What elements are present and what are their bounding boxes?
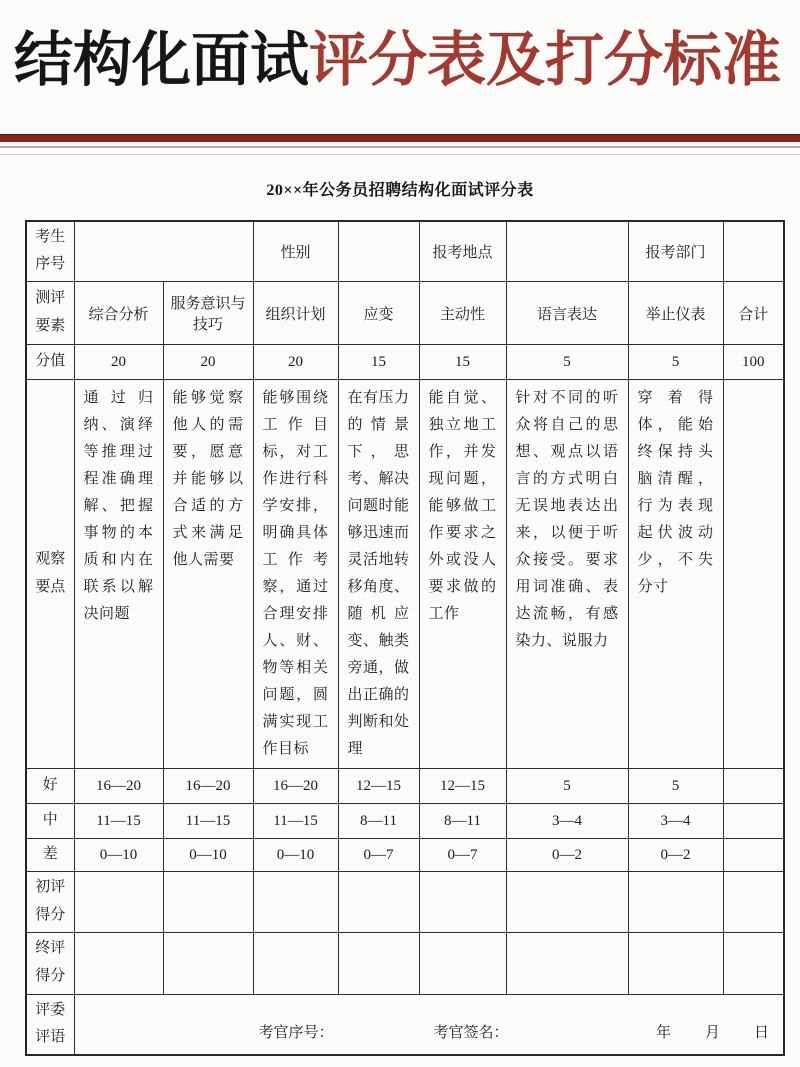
- initial-score-fill-cell: [338, 872, 419, 933]
- grade-range: 0—7: [419, 839, 506, 872]
- initial-score-row: [26, 872, 784, 933]
- observation-text: 通过归纳、演绎等推理过程准确理解、把握事物的本质和内在联系以解决问题: [74, 380, 163, 769]
- total-label: 合计: [723, 282, 784, 345]
- score-value: 5: [506, 345, 628, 380]
- year-label: 年: [655, 1025, 671, 1042]
- grade-range: 0—2: [628, 839, 723, 872]
- grade-row-good: [26, 769, 784, 804]
- grade-range: 12—15: [419, 769, 506, 804]
- divider-bar-thin: [0, 146, 800, 148]
- element-label: 应变: [338, 282, 419, 345]
- observation-text: 针对不同的听众将自己的思想、观点以语言的方式明白无误地表达出来，以便于听众接受。要求用词准确、表达流畅，有感染力、说服力: [506, 380, 628, 769]
- grade-range: 16—20: [253, 769, 338, 804]
- grade-range: 8—11: [338, 804, 419, 839]
- candidate-no-fill-cell: [74, 221, 253, 282]
- title-red-part: 评分表及打分标准: [309, 27, 782, 93]
- score-value-row: [26, 345, 784, 380]
- gender-fill-cell: [338, 221, 419, 282]
- grade-header: 中: [26, 804, 74, 839]
- initial-score-fill-cell: [74, 872, 163, 933]
- final-score-fill-cell: [338, 932, 419, 994]
- final-score-fill-cell: [506, 932, 628, 994]
- score-value: 20: [74, 345, 163, 380]
- initial-score-fill-cell: [419, 872, 506, 933]
- grade-range: 0—10: [74, 839, 163, 872]
- date-fields: [656, 1021, 769, 1042]
- signature-line: [75, 998, 784, 1054]
- score-value: 15: [419, 345, 506, 380]
- final-score-fill-cell: [253, 932, 338, 994]
- location-label: 报考地点: [419, 221, 506, 282]
- element-label: 服务意识与技巧: [163, 282, 253, 345]
- comments-fill-cell: [74, 994, 784, 1055]
- score-total-value: 100: [723, 345, 784, 380]
- elements-row: [26, 282, 784, 345]
- grade-range: 16—20: [74, 769, 163, 804]
- element-label: 综合分析: [74, 282, 163, 345]
- grade-range: 0—2: [506, 839, 628, 872]
- grade-blank-cell: [723, 804, 784, 839]
- gender-label: 性别: [253, 221, 338, 282]
- observation-row: [26, 380, 784, 769]
- final-score-row: [26, 932, 784, 994]
- observation-blank-cell: [723, 380, 784, 769]
- grade-range: 12—15: [338, 769, 419, 804]
- grade-range: 3—4: [628, 804, 723, 839]
- grade-range: 16—20: [163, 769, 253, 804]
- final-score-fill-cell: [74, 932, 163, 994]
- day-label: 日: [753, 1025, 769, 1042]
- initial-score-fill-cell: [723, 872, 784, 933]
- divider-bar-thick: [0, 134, 800, 142]
- grade-range: 5: [506, 769, 628, 804]
- observation-text: 能自觉、独立地工作，并发现问题，能够做工作要求之外或没人要求做的工作: [419, 380, 506, 769]
- examiner-no-label: 考官序号：: [258, 1025, 334, 1042]
- comments-label: 评委评语: [26, 994, 74, 1055]
- form-subtitle: 20××年公务员招聘结构化面试评分表: [266, 181, 534, 199]
- grade-blank-cell: [723, 769, 784, 804]
- location-fill-cell: [506, 221, 628, 282]
- grade-row-medium: [26, 804, 784, 839]
- grade-range: 11—15: [74, 804, 163, 839]
- observation-text: 穿着得体，能始终保持头脑清醒，行为表现起伏波动少，不失分寸: [628, 380, 723, 769]
- observation-text: 在有压力的情景下，思考、解决问题时能够迅速而灵活地转移角度、随机应变、触类旁通，做出正确的判断和处理: [338, 380, 419, 769]
- score-value: 20: [253, 345, 338, 380]
- title-black-part: 结构化面试: [14, 27, 310, 93]
- score-value: 15: [338, 345, 419, 380]
- interview-score-table: [25, 220, 785, 1057]
- grade-blank-cell: [723, 839, 784, 872]
- elements-header: 测评要素: [26, 282, 74, 345]
- initial-score-label: 初评得分: [26, 872, 74, 933]
- final-score-fill-cell: [163, 932, 253, 994]
- element-label: 举止仪表: [628, 282, 723, 345]
- score-value: 20: [163, 345, 253, 380]
- initial-score-fill-cell: [506, 872, 628, 933]
- element-label: 主动性: [419, 282, 506, 345]
- grade-range: 11—15: [253, 804, 338, 839]
- initial-score-fill-cell: [628, 872, 723, 933]
- grade-range: 3—4: [506, 804, 628, 839]
- grade-range: 5: [628, 769, 723, 804]
- score-header: 分值: [26, 345, 74, 380]
- examiner-sign-label: 考官签名：: [433, 1025, 509, 1042]
- grade-header: 好: [26, 769, 74, 804]
- observation-text: 能够觉察他人的需要，愿意并能够以合适的方式来满足他人需要: [163, 380, 253, 769]
- candidate-no-label: 考生序号: [26, 221, 74, 282]
- grade-row-poor: [26, 839, 784, 872]
- final-score-fill-cell: [419, 932, 506, 994]
- element-label: 组织计划: [253, 282, 338, 345]
- grade-range: 0—10: [163, 839, 253, 872]
- month-label: 月: [704, 1025, 720, 1042]
- grade-range: 11—15: [163, 804, 253, 839]
- observation-text: 能够围绕工作目标，对工作进行科学安排，明确具体工作考察，通过合理安排人、财、物等相关问题，圆满实现工作目标: [253, 380, 338, 769]
- department-fill-cell: [723, 221, 784, 282]
- comments-row: [26, 994, 784, 1055]
- grade-range: 0—10: [253, 839, 338, 872]
- initial-score-fill-cell: [163, 872, 253, 933]
- final-score-fill-cell: [628, 932, 723, 994]
- final-score-fill-cell: [723, 932, 784, 994]
- observation-header: 观察要点: [26, 380, 74, 769]
- grade-range: 8—11: [419, 804, 506, 839]
- info-row: [26, 221, 784, 282]
- score-value: 5: [628, 345, 723, 380]
- grade-header: 差: [26, 839, 74, 872]
- element-label: 语言表达: [506, 282, 628, 345]
- initial-score-fill-cell: [253, 872, 338, 933]
- grade-range: 0—7: [338, 839, 419, 872]
- divider-bar-faint: [0, 154, 800, 155]
- page-title: [0, 0, 800, 96]
- department-label: 报考部门: [628, 221, 723, 282]
- final-score-label: 终评得分: [26, 932, 74, 994]
